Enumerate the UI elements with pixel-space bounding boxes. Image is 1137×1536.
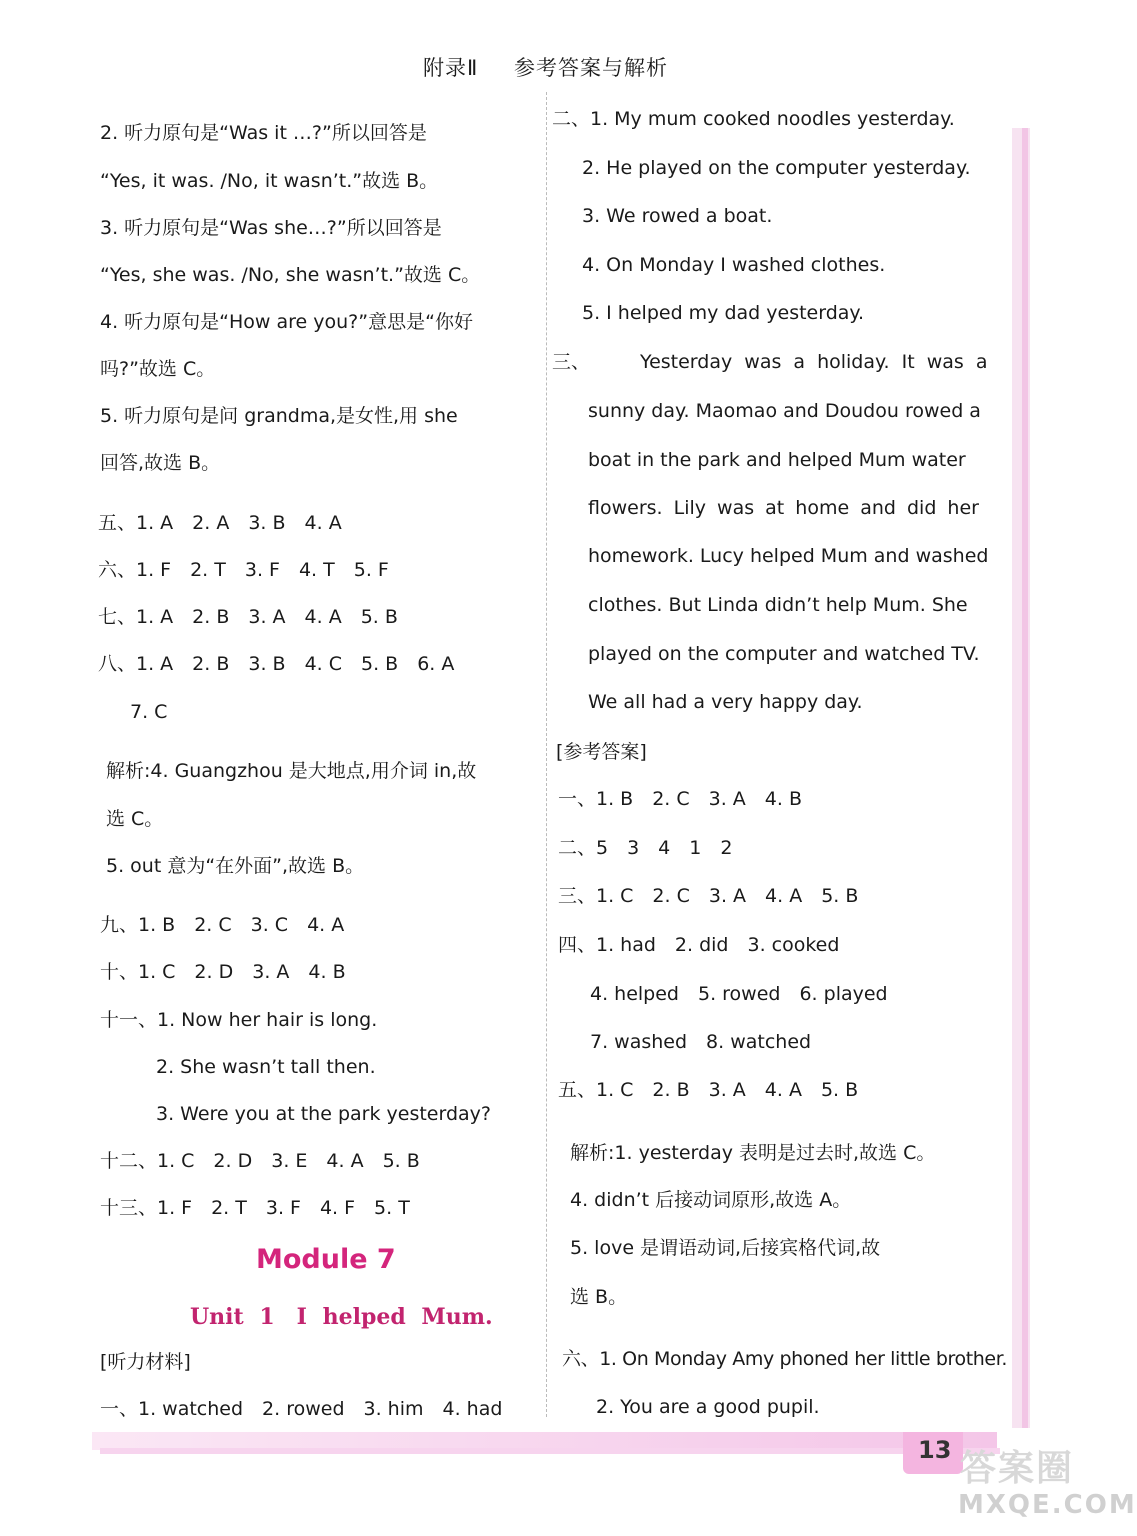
passage-line: flowers. Lily was at home and did her [588,497,979,519]
analysis-line: 4. didn’t 后接动词原形,故选 A。 [570,1189,852,1211]
answer-section-11-line2: 2. She wasn’t tall then. [156,1056,376,1078]
analysis-line: 解析:4. Guangzhou 是大地点,用介词 in,故 [106,760,477,782]
answer-section-9: 九、1. B 2. C 3. C 4. A [100,914,345,936]
analysis-line: 选 B。 [570,1286,628,1308]
passage-section-label: 三、 [552,351,591,373]
listening-material-heading: [听力材料] [100,1351,191,1373]
page-header [0,52,1091,82]
key-section-6: 六、1. On Monday Amy phoned her little brother. [562,1348,1008,1370]
watermark-logo: 答案圈 [960,1448,1075,1489]
passage-line: played on the computer and watched TV. [588,643,980,665]
listening-line: 5. I helped my dad yesterday. [582,302,864,324]
passage-line: boat in the park and helped Mum water [588,449,966,471]
answer-line: 5. 听力原句是问 grandma,是女性,用 she [100,405,458,427]
key-section-3: 三、1. C 2. C 3. A 4. A 5. B [558,885,859,907]
header-title: 参考答案与解析 [514,56,669,80]
watermark-url: MXQE.COM [958,1490,1137,1520]
reference-answer-heading: [参考答案] [556,741,647,763]
answer-section-11-line3: 3. Were you at the park yesterday? [156,1103,491,1125]
module-title: Module 7 [256,1244,396,1275]
answer-section-11: 十一、1. Now her hair is long. [100,1009,378,1031]
answer-line: 4. 听力原句是“How are you?”意思是“你好 [100,311,473,333]
answer-section-8-cont: 7. C [130,701,168,723]
page-number: 13 [918,1436,952,1464]
key-section-1: 一、1. B 2. C 3. A 4. B [558,788,803,810]
answer-section-10: 十、1. C 2. D 3. A 4. B [100,961,346,983]
answer-section-13: 十三、1. F 2. T 3. F 4. F 5. T [100,1197,410,1219]
listening-line: 3. We rowed a boat. [582,205,773,227]
listening-section-2: 二、1. My mum cooked noodles yesterday. [552,108,955,130]
key-section-6-line2: 2. You are a good pupil. [596,1396,820,1418]
unit-title: Unit 1 I helped Mum. [190,1304,493,1330]
passage-line: clothes. But Linda didn’t help Mum. She [588,594,968,616]
key-section-2: 二、5 3 4 1 2 [558,837,733,859]
answer-line: 回答,故选 B。 [100,452,221,474]
answer-line: “Yes, she was. /No, she wasn’t.”故选 C。 [100,264,481,286]
column-divider [546,92,547,1417]
bottom-decoration-band-inner [100,1448,1000,1454]
answer-section-5: 五、1. A 2. A 3. B 4. A [98,512,342,534]
answer-line: 2. 听力原句是“Was it …?”所以回答是 [100,122,427,144]
analysis-line: 选 C。 [106,808,164,830]
header-appendix: 附录Ⅱ [422,56,479,80]
answer-line: 吗?”故选 C。 [100,358,216,380]
passage-line: We all had a very happy day. [588,691,863,713]
analysis-line: 解析:1. yesterday 表明是过去时,故选 C。 [570,1142,936,1164]
key-section-4-line2: 4. helped 5. rowed 6. played [590,983,888,1005]
analysis-line: 5. love 是谓语动词,后接宾格代词,故 [570,1237,881,1259]
passage-line: homework. Lucy helped Mum and washed [588,545,989,567]
analysis-line: 5. out 意为“在外面”,故选 B。 [106,855,365,877]
listening-line: 2. He played on the computer yesterday. [582,157,971,179]
answer-section-8: 八、1. A 2. B 3. B 4. C 5. B 6. A [98,653,455,675]
answer-section-6: 六、1. F 2. T 3. F 4. T 5. F [98,559,389,581]
passage-line: Yesterday was a holiday. It was a [640,351,988,373]
answer-line: 3. 听力原句是“Was she…?”所以回答是 [100,217,442,239]
answer-section-7: 七、1. A 2. B 3. A 4. A 5. B [98,606,398,628]
answer-section-12: 十二、1. C 2. D 3. E 4. A 5. B [100,1150,420,1172]
key-section-4-line3: 7. washed 8. watched [590,1031,812,1053]
key-section-4: 四、1. had 2. did 3. cooked [558,934,840,956]
passage-line: sunny day. Maomao and Doudou rowed a [588,400,981,422]
listening-section-1: 一、1. watched 2. rowed 3. him 4. had [100,1398,503,1420]
answer-line: “Yes, it was. /No, it wasn’t.”故选 B。 [100,170,439,192]
right-edge-decoration-inner [1022,128,1028,1428]
key-section-5: 五、1. C 2. B 3. A 4. A 5. B [558,1079,859,1101]
listening-line: 4. On Monday I washed clothes. [582,254,886,276]
